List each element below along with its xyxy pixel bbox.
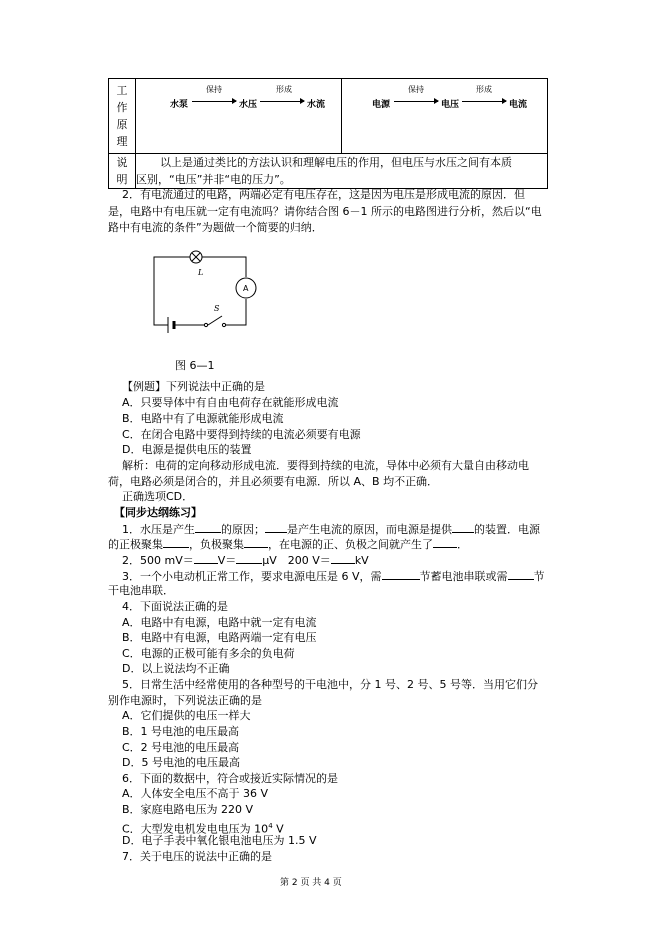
arrow-icon	[462, 101, 506, 102]
arrow-icon	[192, 101, 236, 102]
lamp-icon	[190, 251, 202, 263]
water-source: 水泵	[170, 100, 189, 110]
exercise-3-line: 3．一个小电动机正常工作，要求电源电压是 6 V，需 节蓄电池串联或需 节	[122, 570, 545, 583]
exercise-5-option-c: C．2 号电池的电压最高	[122, 741, 240, 754]
answer-blank	[452, 522, 474, 533]
electric-flow-diagram	[342, 79, 547, 153]
example-option-b: B．电路中有了电源就能形成电流	[122, 412, 284, 425]
question-2-line: 是，电路中有电压就一定有电流吗？请你结合图 6－1 所示的电路图进行分析，然后以“电	[108, 205, 542, 218]
water-result: 水流	[307, 100, 326, 110]
exercise-6-option-b: B．家庭电路电压为 220 V	[122, 803, 254, 816]
arrow-icon	[260, 101, 304, 102]
analogy-table	[108, 78, 548, 189]
exercise-7-question: 7．关于电压的说法中正确的是	[122, 850, 272, 863]
electric-result: 电流	[509, 100, 528, 110]
water-cause-tag: 保持	[206, 85, 222, 94]
example-option-a: A．只要导体中有自由电荷存在就能形成电流	[122, 396, 339, 409]
question-2-line: 路中有电流的条件”为题做一个简要的归纳．	[108, 221, 323, 234]
lamp-label: L	[198, 268, 204, 277]
exercise-4-option-b: B．电路中有电源，电路两端一定有电压	[122, 631, 317, 644]
exercise-6-option-c: C．大型发电机发电电压为 $10^4$ V	[122, 822, 284, 836]
answer-blank	[163, 537, 189, 548]
ammeter-label: A	[243, 284, 249, 293]
question-2-line: 2．有电流通过的电路，两端必定有电压存在，这是因为电压是形成电流的原因．但	[122, 188, 525, 201]
exercise-6-question: 6．下面的数据中，符合或接近实际情况的是	[122, 772, 338, 785]
battery-icon	[168, 317, 174, 333]
exercise-5-option-d: D．5 号电池的电压最高	[122, 756, 240, 769]
answer-blank	[194, 553, 218, 564]
row-label-note: 说 明	[109, 154, 136, 189]
exercise-5-option-b: B．1 号电池的电压最高	[122, 725, 240, 738]
table-row	[109, 154, 548, 189]
exercise-2-line: 2．500 mV＝ V＝ μV 200 V＝ kV	[122, 554, 369, 567]
page-footer: 第 2 页 共 4 页	[280, 878, 342, 888]
exercise-4-option-a: A．电路中有电源，电路中就一定有电流	[122, 616, 317, 629]
answer-blank	[265, 522, 287, 533]
water-flow-cell	[136, 79, 342, 154]
electric-flow-cell	[342, 79, 548, 154]
figure-caption: 图 6—1	[175, 359, 215, 372]
answer-blank	[433, 537, 457, 548]
switch-label: S	[214, 304, 220, 313]
answer-blank	[236, 553, 262, 564]
exercises-title: 【同步达纲练习】	[114, 506, 202, 519]
example-analysis: 解析：电荷的定向移动形成电流．要得到持续的电流，导体中必须有大量自由移动电	[122, 459, 529, 472]
answer-blank	[331, 553, 355, 564]
switch-icon	[204, 323, 207, 326]
exercise-5-option-a: A．它们提供的电压一样大	[122, 709, 251, 722]
answer-blank	[195, 522, 221, 533]
arrow-icon	[394, 101, 438, 102]
exercise-4-option-c: C．电源的正极可能有多余的负电荷	[122, 647, 295, 660]
water-flow-diagram	[136, 79, 341, 153]
answer-blank	[244, 537, 268, 548]
exercise-1-line: 的正极聚集 ，负极聚集 ，在电源的正、负极之间就产生了 ．	[108, 538, 468, 551]
water-effect-tag: 形成	[276, 85, 292, 94]
note-cell: 以上是通过类比的方法认识和理解电压的作用，但电压与水压之间有本质 区别，“电压”并非“电的压力”。	[136, 154, 548, 189]
circuit-diagram	[146, 247, 266, 357]
electric-source: 电源	[372, 100, 391, 110]
exercise-6-option-a: A．人体安全电压不高于 36 V	[122, 787, 269, 800]
table-row	[109, 79, 548, 154]
example-option-d: D．电源是提供电压的装置	[122, 443, 252, 456]
example-answer: 正确选项CD．	[122, 490, 194, 503]
row-label-principle: 工 作 原 理	[109, 79, 136, 154]
example-title: 【例题】下列说法中正确的是	[122, 380, 265, 393]
exercise-3-line: 干电池串联．	[108, 584, 174, 597]
water-mid: 水压	[239, 100, 258, 110]
answer-blank	[382, 569, 420, 580]
electric-effect-tag: 形成	[476, 85, 492, 94]
exercise-6-option-d: D．电子手表中氧化银电池电压为 1.5 V	[122, 834, 317, 847]
exercise-4-option-d: D．以上说法均不正确	[122, 662, 230, 675]
electric-cause-tag: 保持	[408, 85, 424, 94]
answer-blank	[508, 569, 534, 580]
electric-mid: 电压	[441, 100, 460, 110]
exercise-5-question: 5．日常生活中经常使用的各种型号的干电池中，分 1 号、2 号、5 号等．当用它们分	[122, 678, 538, 691]
example-option-c: C．在闭合电路中要得到持续的电流必须要有电源	[122, 428, 361, 441]
exercise-1-line: 1．水压是产生 的原因； 是产生电流的原因，而电源是提供 的装置．电源	[122, 523, 540, 536]
exercise-4-question: 4．下面说法正确的是	[122, 600, 228, 613]
example-analysis: 荷，电路必须是闭合的，并且必须要有电源．所以 A、B 均不正确．	[108, 475, 439, 488]
exercise-5-question: 别作电源时，下列说法正确的是	[108, 694, 262, 707]
